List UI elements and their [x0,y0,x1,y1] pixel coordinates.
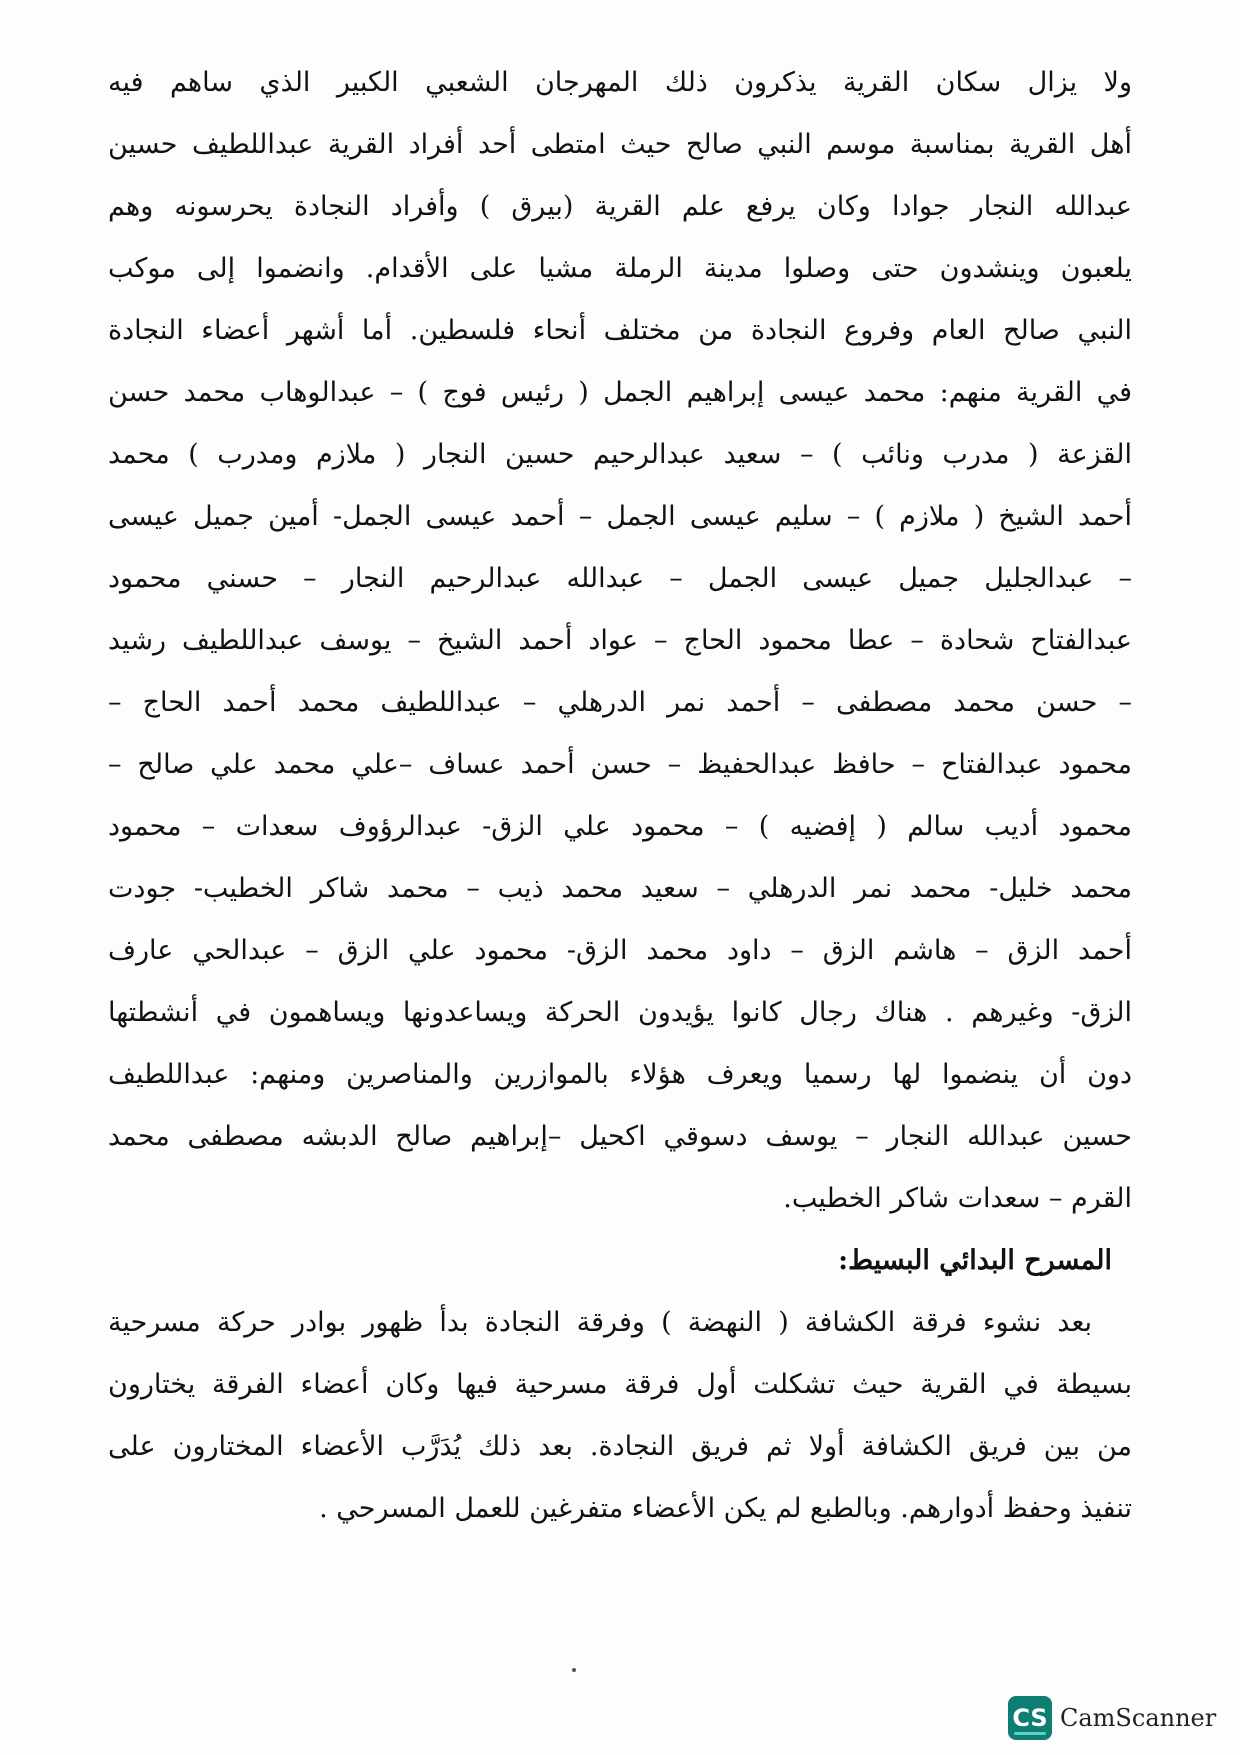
text-line: محمد خليل- محمد نمر الدرهلي – سعيد محمد ذيب – محمد شاكر الخطيب- جودت [108,873,1132,904]
camscanner-logo-icon: CS [1008,1696,1052,1740]
text-line: في القرية منهم: محمد عيسى إبراهيم الجمل ( رئيس فوج ) – عبدالوهاب محمد حسن [108,377,1132,408]
text-line: أحمد الزق – هاشم الزق – داود محمد الزق- محمود علي الزق – عبدالحي عارف [108,935,1132,966]
text-line: أحمد الشيخ ( ملازم ) – سليم عيسى الجمل – أحمد عيسى الجمل- أمين جميل عيسى [108,501,1132,532]
text-line: عبدالفتاح شحادة – عطا محمود الحاج – عواد أحمد الشيخ – يوسف عبداللطيف رشيد [108,625,1132,656]
text-line: بعد نشوء فرقة الكشافة ( النهضة ) وفرقة النجادة بدأ ظهور بوادر حركة مسرحية [108,1307,1092,1338]
text-line: من بين فريق الكشافة أولا ثم فريق النجادة. بعد ذلك يُدَرَّب الأعضاء المختارون على [108,1431,1132,1462]
text-line: – حسن محمد مصطفى – أحمد نمر الدرهلي – عبداللطيف محمد أحمد الحاج – [108,687,1132,718]
text-line: بسيطة في القرية حيث تشكلت أول فرقة مسرحية فيها وكان أعضاء الفرقة يختارون [108,1369,1132,1400]
text-line: القزعة ( مدرب ونائب ) – سعيد عبدالرحيم حسين النجار ( ملازم ومدرب ) محمد [108,439,1132,470]
text-line: يلعبون وينشدون حتى وصلوا مدينة الرملة مشيا على الأقدام. وانضموا إلى موكب [108,253,1132,284]
text-line: – عبدالجليل جميل عيسى الجمل – عبدالله عبدالرحيم النجار – حسني محمود [108,563,1132,594]
text-line: عبدالله النجار جوادا وكان يرفع علم القرية (بيرق ) وأفراد النجادة يحرسونه وهم [108,191,1132,222]
text-line: أهل القرية بمناسبة موسم النبي صالح حيث امتطى أحد أفراد القرية عبداللطيف حسين [108,129,1132,160]
document-body [108,52,1132,1540]
text-line: محمود عبدالفتاح – حافظ عبدالحفيظ – حسن أحمد عساف –علي محمد علي صالح – [108,749,1132,780]
text-line: النبي صالح العام وفروع النجادة من مختلف أنحاء فلسطين. أما أشهر أعضاء النجادة [108,315,1132,346]
watermark-label: CamScanner [1060,1704,1217,1732]
text-line: القرم – سعدات شاكر الخطيب. [783,1183,1132,1214]
text-line: دون أن ينضموا لها رسميا ويعرف هؤلاء بالموازرين والمناصرين ومنهم: عبداللطيف [108,1059,1132,1090]
text-line: ولا يزال سكان القرية يذكرون ذلك المهرجان الشعبي الكبير الذي ساهم فيه [108,67,1132,98]
text-line: تنفيذ وحفظ أدوارهم. وبالطبع لم يكن الأعضاء متفرغين للعمل المسرحي . [319,1493,1132,1524]
text-line: محمود أديب سالم ( إفضيه ) – محمود علي الزق- عبدالرؤوف سعدات – محمود [108,811,1132,842]
page-mark [572,1668,576,1672]
camscanner-watermark [1008,1694,1216,1742]
text-line: حسين عبدالله النجار – يوسف دسوقي اكحيل –إبراهيم صالح الدبشه مصطفى محمد [108,1121,1132,1152]
section-heading: المسرح البدائي البسيط: [838,1245,1112,1276]
text-line: الزق- وغيرهم . هناك رجال كانوا يؤيدون الحركة ويساعدونها ويساهمون في أنشطتها [108,997,1132,1028]
